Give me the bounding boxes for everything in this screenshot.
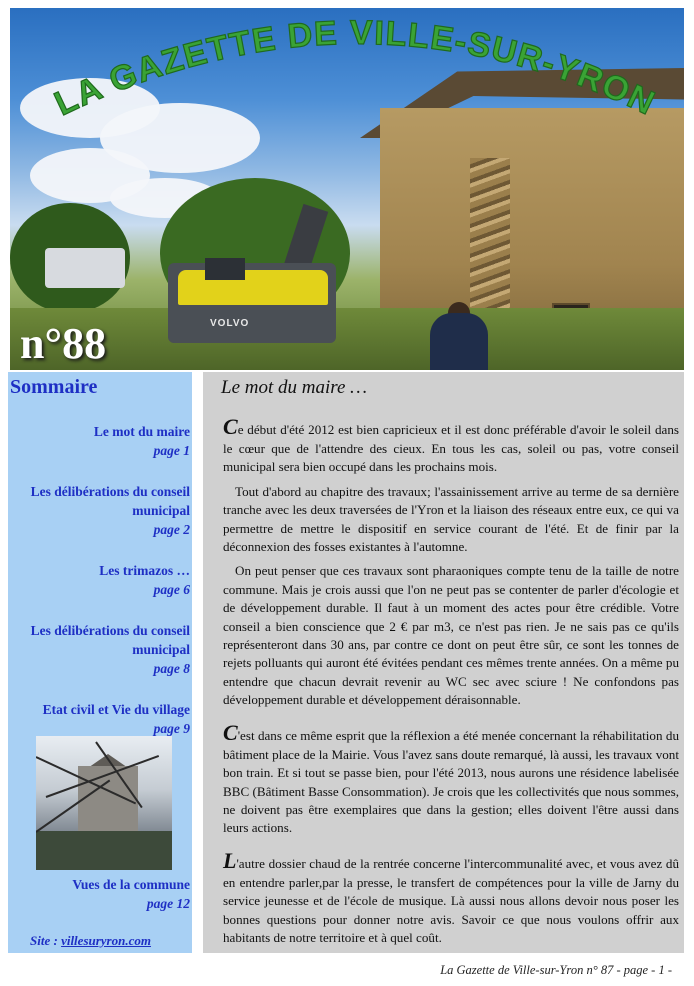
toc-item-etat-civil[interactable] bbox=[8, 700, 190, 738]
svg-text:LA GAZETTE DE VILLE-SUR-YRON bbox=[49, 14, 661, 123]
toc-label: Les délibérations du conseil municipal bbox=[30, 623, 190, 657]
toc-item-deliberations-1[interactable] bbox=[8, 482, 190, 539]
issue-number: n°88 bbox=[20, 319, 107, 368]
sidebar-title: Sommaire bbox=[10, 376, 98, 398]
site-link[interactable]: villesuryron.com bbox=[61, 933, 151, 948]
worker bbox=[430, 313, 488, 370]
toc-item-mot-du-maire[interactable] bbox=[8, 422, 190, 460]
toc-label: Le mot du maire bbox=[93, 424, 190, 439]
toc-label: Les délibérations du conseil municipal bbox=[30, 484, 190, 518]
excavator-brand: VOLVO bbox=[210, 318, 250, 329]
masthead-title bbox=[0, 0, 694, 150]
toc-page: page 1 bbox=[153, 443, 190, 458]
paragraph: Ce début d'été 2012 est bien capricieux et il est donc préférable d'avoir le soleil dans le cœur que de l'attendre des cieux. En tous les cas, soleil ou pas, votre conseil municipal sera bien occupé dans les prochains mois. bbox=[223, 414, 679, 475]
toc-page: page 12 bbox=[146, 896, 190, 911]
toc-item-vues[interactable] bbox=[8, 875, 190, 913]
paragraph: On peut penser que ces travaux sont pharaoniques compte tenu de la taille de notre commune. Mais je crois aussi que l'on ne peut pas se contenter de parler d'écologie et de développement durable. Il faut à un moment des actes pour être crédible. Votre conseil a bien conscience que 2 € par m3, ce n'est pas rien. Je ne sais pas ce qu'ils représenteront dans 30 ans, par contre ce dont on peut être sûr, ce sont les tonnes de rejets polluants qui auront été évitées pendant ces mêmes trente années. On a même pu entendre que chacun devrait revenir au WC sec avec sciure ! Ne confondons pas développement durable et développement déraisonnable. bbox=[223, 563, 679, 708]
toc-label: Les trimazos … bbox=[99, 563, 190, 578]
drop-cap: C bbox=[223, 414, 238, 439]
toc-page: page 8 bbox=[153, 661, 190, 676]
toc-page: page 6 bbox=[153, 582, 190, 597]
toc-page: page 2 bbox=[153, 522, 190, 537]
site-prefix: Site : bbox=[30, 933, 62, 948]
truck bbox=[45, 248, 125, 288]
paragraph: Tout d'abord au chapitre des travaux; l'assainissement arrive au terme de sa dernière tranche avec les deux traversées de l'Yron et la liaison des réseaux entre eux, ce qui va permettre de mettre le dispositif en service courant de l'été. Et de finir par la déconnexion des fosses existantes à l'automne. bbox=[223, 483, 679, 555]
toc-page: page 9 bbox=[153, 721, 190, 736]
paragraph: L'autre dossier chaud de la rentrée concerne l'intercommunalité avec, et vous avez dû en entendre parler,par la presse, le transfert de compétences pour la ville de Jarny du service jeunesse et de l'école de musique. Là aussi nous allons devoir nous poser les bonnes questions pour donner notre avis. Savoir ce que nous voulons offrir aux habitants de notre territoire et à quel coût. bbox=[223, 847, 679, 945]
drop-cap: C bbox=[223, 719, 238, 745]
page-footer: La Gazette de Ville-sur-Yron n° 87 - page - 1 - bbox=[440, 963, 672, 977]
article-body bbox=[223, 414, 679, 953]
paragraph: C'est dans ce même esprit que la réflexion a été menée concernant la réhabilitation du bâtiment place de la Mairie. Vous l'avez sans doute remarqué, là aussi, les travaux vont bon train. Et si tout se passe bien, pour l'été 2013, nous aurons une résidence labelisée BBC (Bâtiment Basse Consommation). Je crois que les collectivités que nous sommes, ne doivent pas être exemplaires que dans la gestion; elles doivent l'être aussi dans leurs actions. bbox=[223, 719, 679, 836]
toc-label: Etat civil et Vie du village bbox=[42, 702, 190, 717]
toc-label: Vues de la commune bbox=[72, 877, 190, 892]
drop-cap: L bbox=[223, 847, 237, 873]
masthead-title-text: LA GAZETTE DE VILLE-SUR-YRON bbox=[48, 13, 662, 124]
toc-item-trimazos[interactable] bbox=[8, 561, 190, 599]
article-title: Le mot du maire … bbox=[221, 377, 368, 398]
village-photo bbox=[36, 736, 172, 870]
toc-item-deliberations-2[interactable] bbox=[8, 621, 190, 678]
editorial-article bbox=[203, 372, 684, 953]
website bbox=[30, 933, 151, 949]
table-of-contents bbox=[8, 372, 192, 953]
